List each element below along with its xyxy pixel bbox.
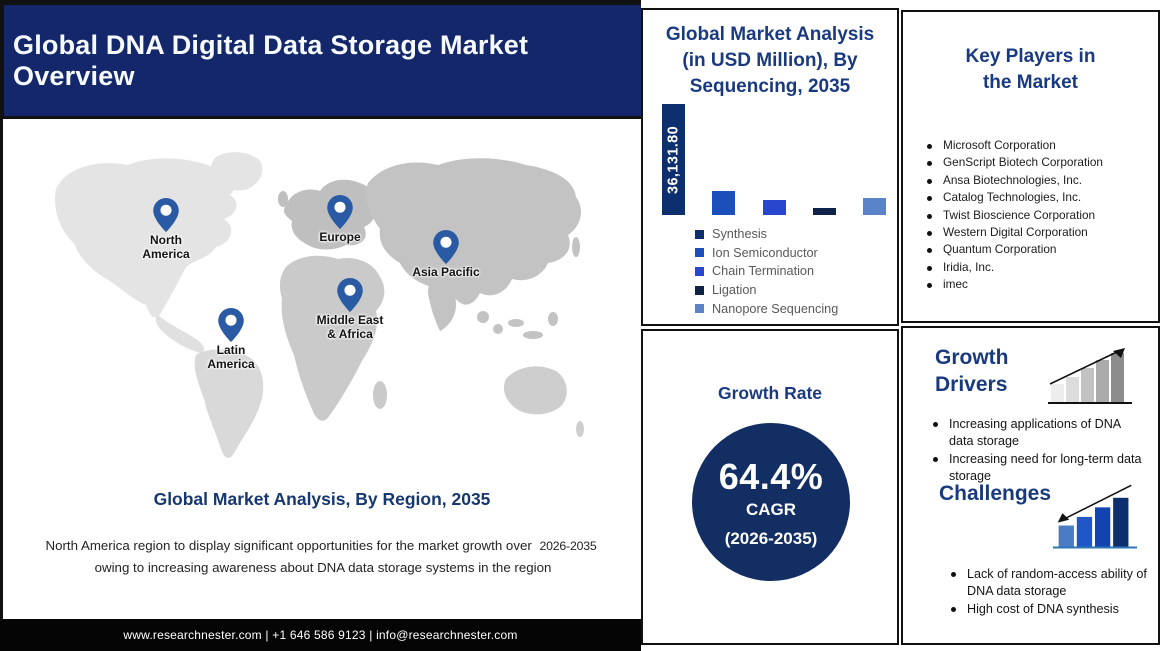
- island-se-asia-2: [493, 324, 503, 334]
- location-pin-icon: [121, 198, 211, 232]
- cagr-period: (2026-2035): [724, 528, 818, 548]
- bullet-dot: [927, 283, 932, 288]
- heading-line: Growth: [935, 346, 1009, 369]
- challenges-header: [939, 476, 1139, 554]
- map-pin-europe: [295, 195, 385, 244]
- description-period: 2026-2035: [539, 539, 597, 553]
- page-title: Global DNA Digital Data Storage Market Overview: [13, 29, 529, 91]
- bullet-dot: [927, 248, 932, 253]
- chart-title: [643, 22, 897, 100]
- key-player-item: [927, 242, 1152, 259]
- region-description: [33, 535, 613, 578]
- footer-contact-text: www.researchnester.com | +1 646 586 9123 | info@researchnester.com: [123, 628, 518, 642]
- bullet-dot: [933, 422, 938, 427]
- region-map-panel: [0, 119, 641, 619]
- legend-label: Chain Termination: [712, 264, 815, 279]
- bullet-text: Quantum Corporation: [943, 242, 1057, 257]
- island-japan: [572, 237, 580, 257]
- growth-drivers-header: [935, 344, 1135, 408]
- legend-swatch: [695, 230, 704, 239]
- heading-line: Sequencing, 2035: [689, 76, 851, 97]
- bullet-text: Iridia, Inc.: [943, 259, 995, 274]
- main-title-banner: [0, 0, 641, 119]
- bar-ligation: [813, 208, 836, 215]
- key-player-item: [927, 138, 1152, 155]
- island-se-asia-5: [548, 312, 558, 326]
- key-players-heading: [903, 44, 1158, 96]
- region-label: Asia Pacific: [412, 265, 480, 279]
- bullet-dot: [927, 231, 932, 236]
- key-players-list: [927, 138, 1152, 295]
- key-player-item: [927, 173, 1152, 190]
- key-player-item: [927, 225, 1152, 242]
- bullet-dot: [927, 144, 932, 149]
- legend-label: Ligation: [712, 283, 757, 298]
- cagr-circle: [692, 423, 850, 581]
- bullet-text: Ansa Biotechnologies, Inc.: [943, 172, 1083, 187]
- map-pin-north-america: [121, 198, 211, 261]
- key-player-item: [927, 260, 1152, 277]
- heading-line: (in USD Million), By: [682, 50, 858, 71]
- growth-bars-icon: [1047, 344, 1135, 408]
- map-pin-latin-america: [186, 308, 276, 371]
- sequencing-chart-panel: [641, 8, 899, 326]
- bullet-dot: [927, 179, 932, 184]
- heading-line: the Market: [982, 72, 1079, 93]
- legend-label: Ion Semiconductor: [712, 245, 818, 260]
- bullet-text: imec: [943, 277, 968, 292]
- bullet-text: GenScript Biotech Corporation: [943, 155, 1103, 170]
- map-pin-middle-east-africa: [305, 278, 395, 341]
- key-player-item: [927, 190, 1152, 207]
- bar-chart: [662, 104, 886, 215]
- legend-swatch: [695, 248, 704, 257]
- legend-swatch: [695, 286, 704, 295]
- legend-item-ligation: [695, 281, 838, 300]
- key-player-item: [927, 155, 1152, 172]
- bar-ion-semiconductor: [712, 191, 735, 215]
- growth-rate-panel: [641, 329, 899, 645]
- legend-label: Nanopore Sequencing: [712, 301, 839, 316]
- challenges-list: [951, 566, 1161, 620]
- challenges-bars-icon: [1051, 476, 1139, 554]
- bullet-dot: [951, 572, 956, 577]
- cagr-value: 64.4%: [718, 455, 824, 497]
- legend-swatch: [695, 304, 704, 313]
- bullet-text: High cost of DNA synthesis: [967, 602, 1119, 616]
- growth-rate-heading: Growth Rate: [717, 383, 823, 403]
- bullet-dot: [927, 161, 932, 166]
- region-label: North America: [142, 233, 190, 261]
- heading-line: Drivers: [935, 373, 1008, 396]
- bar-nanopore-sequencing: [863, 198, 886, 215]
- island-new-zealand: [576, 421, 584, 437]
- description-segment-2: owing to increasing awareness about DNA data storage systems in the region: [94, 560, 552, 575]
- island-se-asia-3: [508, 319, 524, 327]
- drivers-challenges-panel: [901, 326, 1160, 645]
- location-pin-icon: [186, 308, 276, 342]
- challenge-item: [951, 566, 1161, 599]
- chart-legend: [695, 225, 838, 318]
- bullet-dot: [927, 266, 932, 271]
- location-pin-icon: [305, 278, 395, 312]
- key-player-item: [927, 277, 1152, 294]
- location-pin-icon: [295, 195, 385, 229]
- bullet-dot: [927, 214, 932, 219]
- legend-item-chain-termination: [695, 262, 838, 281]
- continent-australia: [504, 366, 567, 414]
- footer-bar: [0, 619, 641, 651]
- legend-item-nanopore-sequencing: [695, 299, 838, 318]
- map-pin-asia-pacific: [401, 230, 491, 279]
- bar-synthesis: [662, 104, 685, 215]
- bullet-dot: [927, 196, 932, 201]
- location-pin-icon: [401, 230, 491, 264]
- bullet-text: Increasing need for long-term data storage: [949, 452, 1142, 483]
- island-se-asia-4: [523, 331, 543, 339]
- challenges-heading: Challenges: [939, 482, 1052, 505]
- bar-chain-termination: [763, 200, 786, 215]
- island-madagascar: [373, 381, 387, 409]
- legend-item-synthesis: [695, 225, 838, 244]
- cagr-label: CAGR: [745, 499, 797, 519]
- heading-line: Key Players in: [965, 46, 1096, 67]
- bullet-dot: [951, 607, 956, 612]
- bullet-dot: [933, 457, 938, 462]
- growth-driver-item: [933, 416, 1148, 449]
- legend-item-ion-semiconductor: [695, 244, 838, 263]
- bullet-text: Catalog Technologies, Inc.: [943, 190, 1082, 205]
- growth-drivers-heading: [935, 344, 1009, 408]
- bullet-text: Microsoft Corporation: [943, 138, 1056, 152]
- legend-label: Synthesis: [712, 227, 768, 242]
- key-player-item: [927, 208, 1152, 225]
- island-se-asia-1: [477, 311, 489, 323]
- heading-line: Global Market Analysis: [665, 24, 875, 45]
- bullet-text: Western Digital Corporation: [943, 224, 1088, 239]
- key-players-panel: [901, 10, 1160, 323]
- region-label: Middle East & Africa: [316, 313, 384, 341]
- region-label: Europe: [319, 230, 361, 244]
- bullet-text: Lack of random-access ability of DNA data storage: [967, 567, 1147, 598]
- challenge-item: [951, 601, 1161, 618]
- bar-value-label: 36,131.80: [665, 125, 682, 194]
- bullet-text: Increasing applications of DNA data storage: [949, 417, 1121, 448]
- region-label: Latin America: [207, 343, 255, 371]
- description-segment-1: North America region to display significant opportunities for the market growth over: [45, 538, 532, 553]
- region-analysis-heading: Global Market Analysis, By Region, 2035: [153, 489, 491, 509]
- bullet-text: Twist Bioscience Corporation: [943, 207, 1096, 222]
- main-title-banner-fill: [4, 5, 641, 116]
- legend-swatch: [695, 267, 704, 276]
